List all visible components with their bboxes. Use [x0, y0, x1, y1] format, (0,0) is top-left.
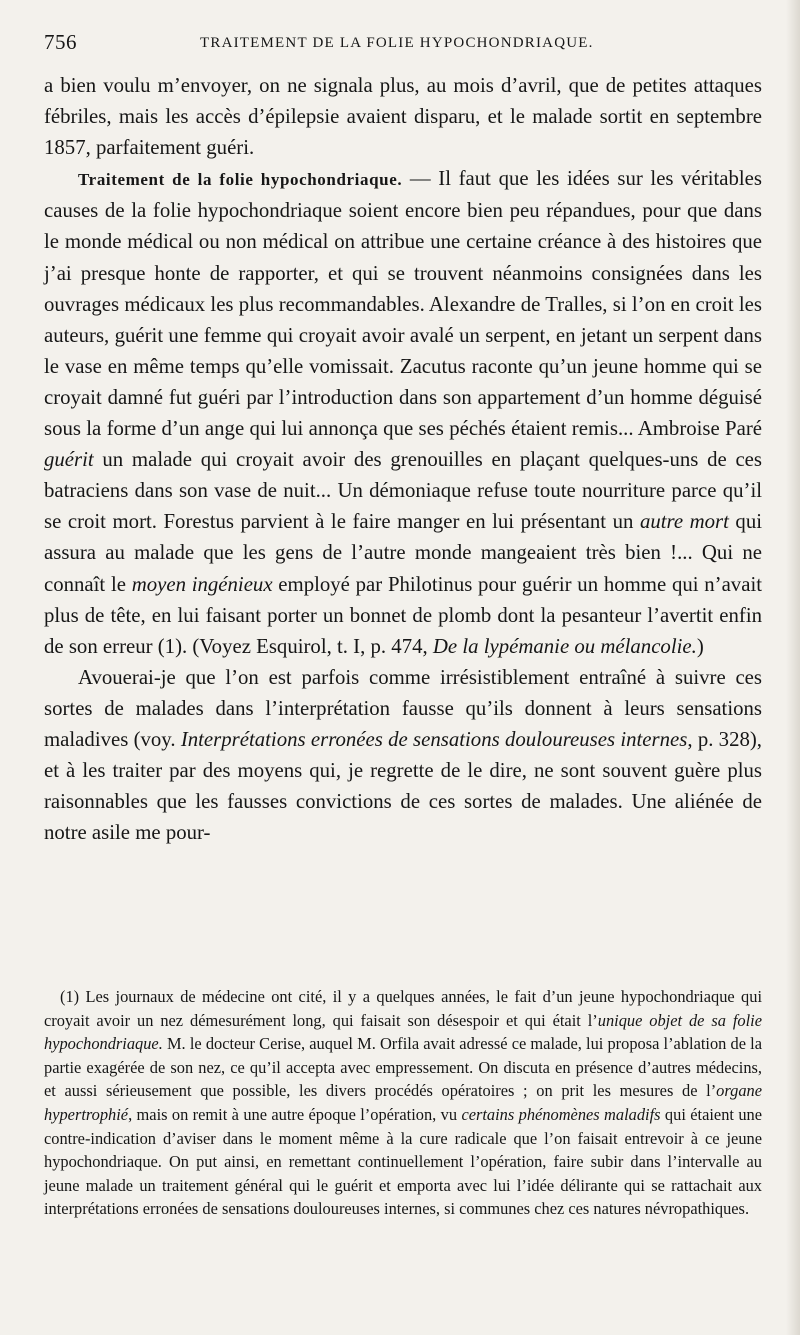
page-number: 756 [44, 30, 77, 54]
footnote-italic-unique-objet: unique objet de sa folie hypochondriaque. [44, 1010, 762, 1054]
page-edge-shadow [786, 0, 800, 1335]
footnote-text-4: qui étaient une contre-indication d’aviser dans le moment même à la cure radicale que l’on faisait entrevoir à ce jeune hypochondriaque. On put ainsi, en remettant continuellement l’opération, faire subir dans l’intervalle au jeune malade un traitement général qui le guérit et emporta avec lui l’idée délirante qui se rattachait aux interprétations erronées de sensations douloureuses internes, si communes chez ces natures névropathiques. [44, 1104, 762, 1219]
section-italic-autre-mort: autre mort [639, 510, 729, 534]
section-text-4: employé par Philotinus pour guérir un homme qui n’avait plus de tête, en lui faisant porter un bonnet de plomb dont la pesanteur l’avertit enfin de son erreur (1). (Voyez Esquirol, t. I, p. 474, [44, 572, 762, 658]
paragraph-section-traitement [44, 163, 762, 662]
footnote-text-3: , mais on remit à une autre époque l’opération, vu [128, 1104, 462, 1124]
paragraph-3-italic-interpretations: Interprétations erronées de sensations douloureuses internes [180, 727, 688, 751]
section-text-3: qui assura au malade que les gens de l’autre monde mangeaient très bien !... Qui ne connaît le [44, 510, 762, 596]
section-dash: — [402, 167, 439, 191]
section-text-2: un malade qui croyait avoir des grenouilles en plaçant quelques-uns de ces batraciens dans son vase de nuit... Un démoniaque refuse toute nourriture parce qu’il se croit mort. Forestus parvient à le faire manger en lui présentant un [44, 448, 762, 534]
footnote-italic-phenomenes: certains phénomènes maladifs [461, 1104, 661, 1124]
footnote-block [44, 985, 762, 1221]
main-text [44, 70, 762, 848]
paragraph-continuation [44, 70, 762, 163]
section-italic-moyen-ingenieux: moyen ingénieux [131, 572, 273, 596]
running-head [44, 30, 764, 58]
running-title: TRAITEMENT DE LA FOLIE HYPOCHONDRIAQUE. [200, 35, 594, 51]
section-italic-guerit: guérit [44, 448, 94, 472]
footnote-text-1: Les journaux de médecine ont cité, il y a quelques années, le fait d’un jeune hypochondriaque qui croyait avoir un nez démesurément long, qui faisait son désespoir et qui était l’ [44, 987, 762, 1030]
footnote-italic-organe: organe hypertrophié [44, 1081, 762, 1124]
footnote-text-2: M. le docteur Cerise, auquel M. Orfila avait adressé ce malade, lui proposa l’ablation de la partie exagérée de son nez, ce qu’il accepta avec empressement. On discuta en présence d’autres médecins, et aussi sérieusement que possible, les divers procédés opératoires ; on prit les mesures de l’ [44, 1034, 762, 1101]
section-text-1: Il faut que les idées sur les véritables causes de la folie hypochondriaque soient encore bien peu répandues, pour que dans le monde médical ou non médical on attribue une certaine créance à des histoires que j’ai presque honte de rapporter, et qui se trouvent néanmoins consignées dans les ouvrages médicaux les plus recommandables. Alexandre de Tralles, si l’on en croit les auteurs, guérit une femme qui croyait avoir avalé un serpent, en jetant un serpent dans le vase en même temps qu’elle vomissait. Zacutus raconte qu’un jeune homme qui se croyait damné fut guéri par l’introduction dans son appartement d’un homme déguisé sous la forme d’un ange qui lui annonça que ses péchés étaient remis... Ambroise Paré [44, 167, 762, 441]
section-heading: Traitement de la folie hypochondriaque. [78, 170, 403, 190]
footnote-marker: (1) [60, 987, 80, 1006]
paragraph-avouerai [44, 662, 762, 849]
paragraph-3-text-1: Avouerai-je que l’on est parfois comme irrésistiblement entraîné à suivre ces sortes de malades dans l’interprétation fausse qu’ils donnent à leurs sensations maladives (voy. [44, 665, 762, 751]
paragraph-3-text-2: , p. 328), et à les traiter par des moyens qui, je regrette de le dire, ne sont souvent guère plus raisonnables que les fausses convictions de ces sortes de malades. Une aliénée de notre asile me pour- [44, 727, 763, 845]
footnote-1 [44, 985, 762, 1221]
section-italic-lypemanie: De la lypémanie ou mélancolie. [432, 634, 697, 658]
section-text-5: ) [696, 634, 704, 658]
paragraph-1-text: a bien voulu m’envoyer, on ne signala plus, au mois d’avril, que de petites attaques fébriles, mais les accès d’épilepsie avaient disparu, et le malade sortit en septembre 1857, parfaitement guéri. [44, 74, 762, 160]
